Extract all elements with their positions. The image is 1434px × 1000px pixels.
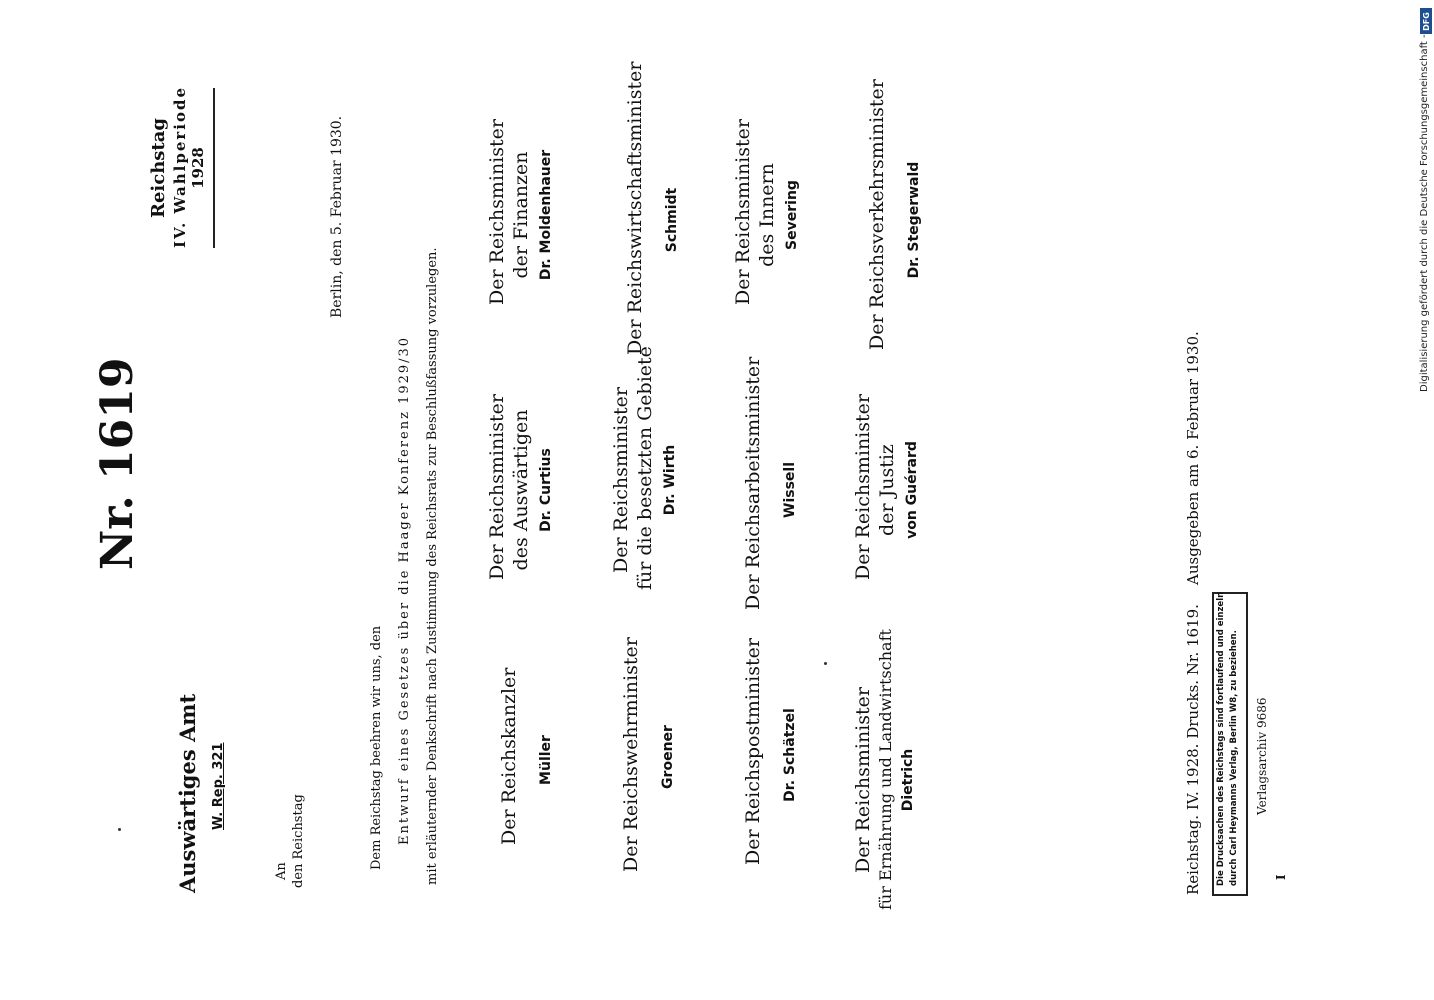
address-reichstag: den Reichstag (291, 794, 306, 888)
signature-name: Müller (537, 735, 554, 785)
signature-name: Dr. Schätzel (781, 708, 798, 802)
signature-title: Der Reichsminister (486, 394, 508, 580)
header-block (148, 85, 208, 248)
office-reference: W. Rep. 321 (211, 742, 226, 830)
signature-title: Der Reichsverkehrsminister (866, 79, 888, 350)
signature-innern (732, 119, 801, 305)
signature-name: Dietrich (899, 748, 916, 812)
signature-title: Der Reichswirtschaftsminister (624, 61, 646, 355)
signature-name: Dr. Curtius (537, 448, 554, 532)
scan-speck (118, 828, 121, 831)
body-line-3: mit erläuternder Denkschrift nach Zustimmung des Reichsrats zur Beschlußfassung vorzulegen. (425, 247, 440, 885)
signature-title-2: der Finanzen (509, 151, 532, 279)
signature-title: Der Reichsminister (610, 387, 632, 573)
body-line-1: Dem Reichstag beehren wir uns, den (369, 625, 384, 870)
signature-name: Dr. Wirth (661, 444, 678, 516)
header-rule (213, 88, 215, 248)
signature-title: Der Reichsarbeitsminister (742, 356, 764, 610)
footer-notice-line-1: Die Drucksachen des Reichstags sind fortlaufend und einzeln (1216, 591, 1226, 886)
signature-reichsarbeit (742, 356, 799, 610)
digitization-note: Digitalisierung gefördert durch die Deutsche Forschungsgemeinschaft - (1419, 34, 1430, 392)
signature-title: Der Reichskanzler (498, 667, 520, 845)
scan-speck (824, 662, 827, 665)
header-wahlperiode: IV. Wahlperiode (170, 85, 189, 248)
signature-justiz (852, 394, 921, 580)
footer-citation: Reichstag. IV. 1928. Drucks. Nr. 1619. (1184, 604, 1202, 895)
footer-archive: Verlagsarchiv 9686 (1255, 697, 1269, 815)
signature-name: Wissell (781, 462, 798, 518)
signature-name: Severing (783, 180, 800, 250)
signature-title: Der Reichsminister (486, 119, 508, 305)
signature-auswaertiges (486, 394, 555, 580)
place-date: Berlin, den 5. Februar 1930. (329, 115, 345, 318)
signature-title: Der Reichsminister (852, 394, 874, 580)
signature-title: Der Reichspostminister (742, 638, 764, 865)
body-line-2: Entwurf eines Gesetzes über die Haager Konferenz 1929/30 (397, 335, 412, 845)
signature-title-2: des Innern (755, 163, 778, 267)
signature-reichswehr (620, 637, 677, 872)
signature-title: Der Reichswehrminister (620, 637, 642, 872)
dfg-logo-icon: DFG (1420, 8, 1432, 34)
signature-name: Schmidt (663, 187, 680, 253)
signature-title-2: für Ernährung und Landwirtschaft (875, 629, 895, 910)
signature-verkehr (866, 79, 923, 350)
header-reichstag: Reichstag (148, 118, 169, 218)
footer-page-mark: I (1274, 874, 1288, 880)
signature-title: Der Reichsminister (732, 119, 754, 305)
signature-besetzte-gebiete (610, 346, 679, 590)
signature-name: Dr. Stegerwald (905, 161, 922, 279)
signature-ernaehrung (852, 629, 917, 910)
signature-title-2: des Auswärtigen (509, 409, 532, 571)
address-an: An (274, 862, 289, 880)
document-number: Nr. 1619 (92, 357, 143, 570)
signature-reichskanzler (498, 667, 555, 845)
signature-title-2: der Justiz (875, 444, 898, 536)
signature-name: Groener (659, 725, 676, 789)
office-name: Auswärtiges Amt (175, 693, 200, 893)
signature-title-2: für die besetzten Gebiete (633, 346, 656, 590)
footer-issued: Ausgegeben am 6. Februar 1930. (1184, 331, 1202, 585)
signature-reichspost (742, 638, 799, 865)
header-year: 1928 (189, 147, 208, 189)
signature-wirtschaft (624, 61, 681, 355)
signature-name: Dr. Moldenhauer (537, 149, 554, 281)
signature-title: Der Reichsminister (852, 687, 874, 873)
footer-notice-line-2: durch Carl Heymanns Verlag, Berlin W8, zu beziehen. (1229, 630, 1239, 886)
signature-name: von Guérard (903, 441, 920, 539)
signature-finanzen (486, 119, 555, 305)
